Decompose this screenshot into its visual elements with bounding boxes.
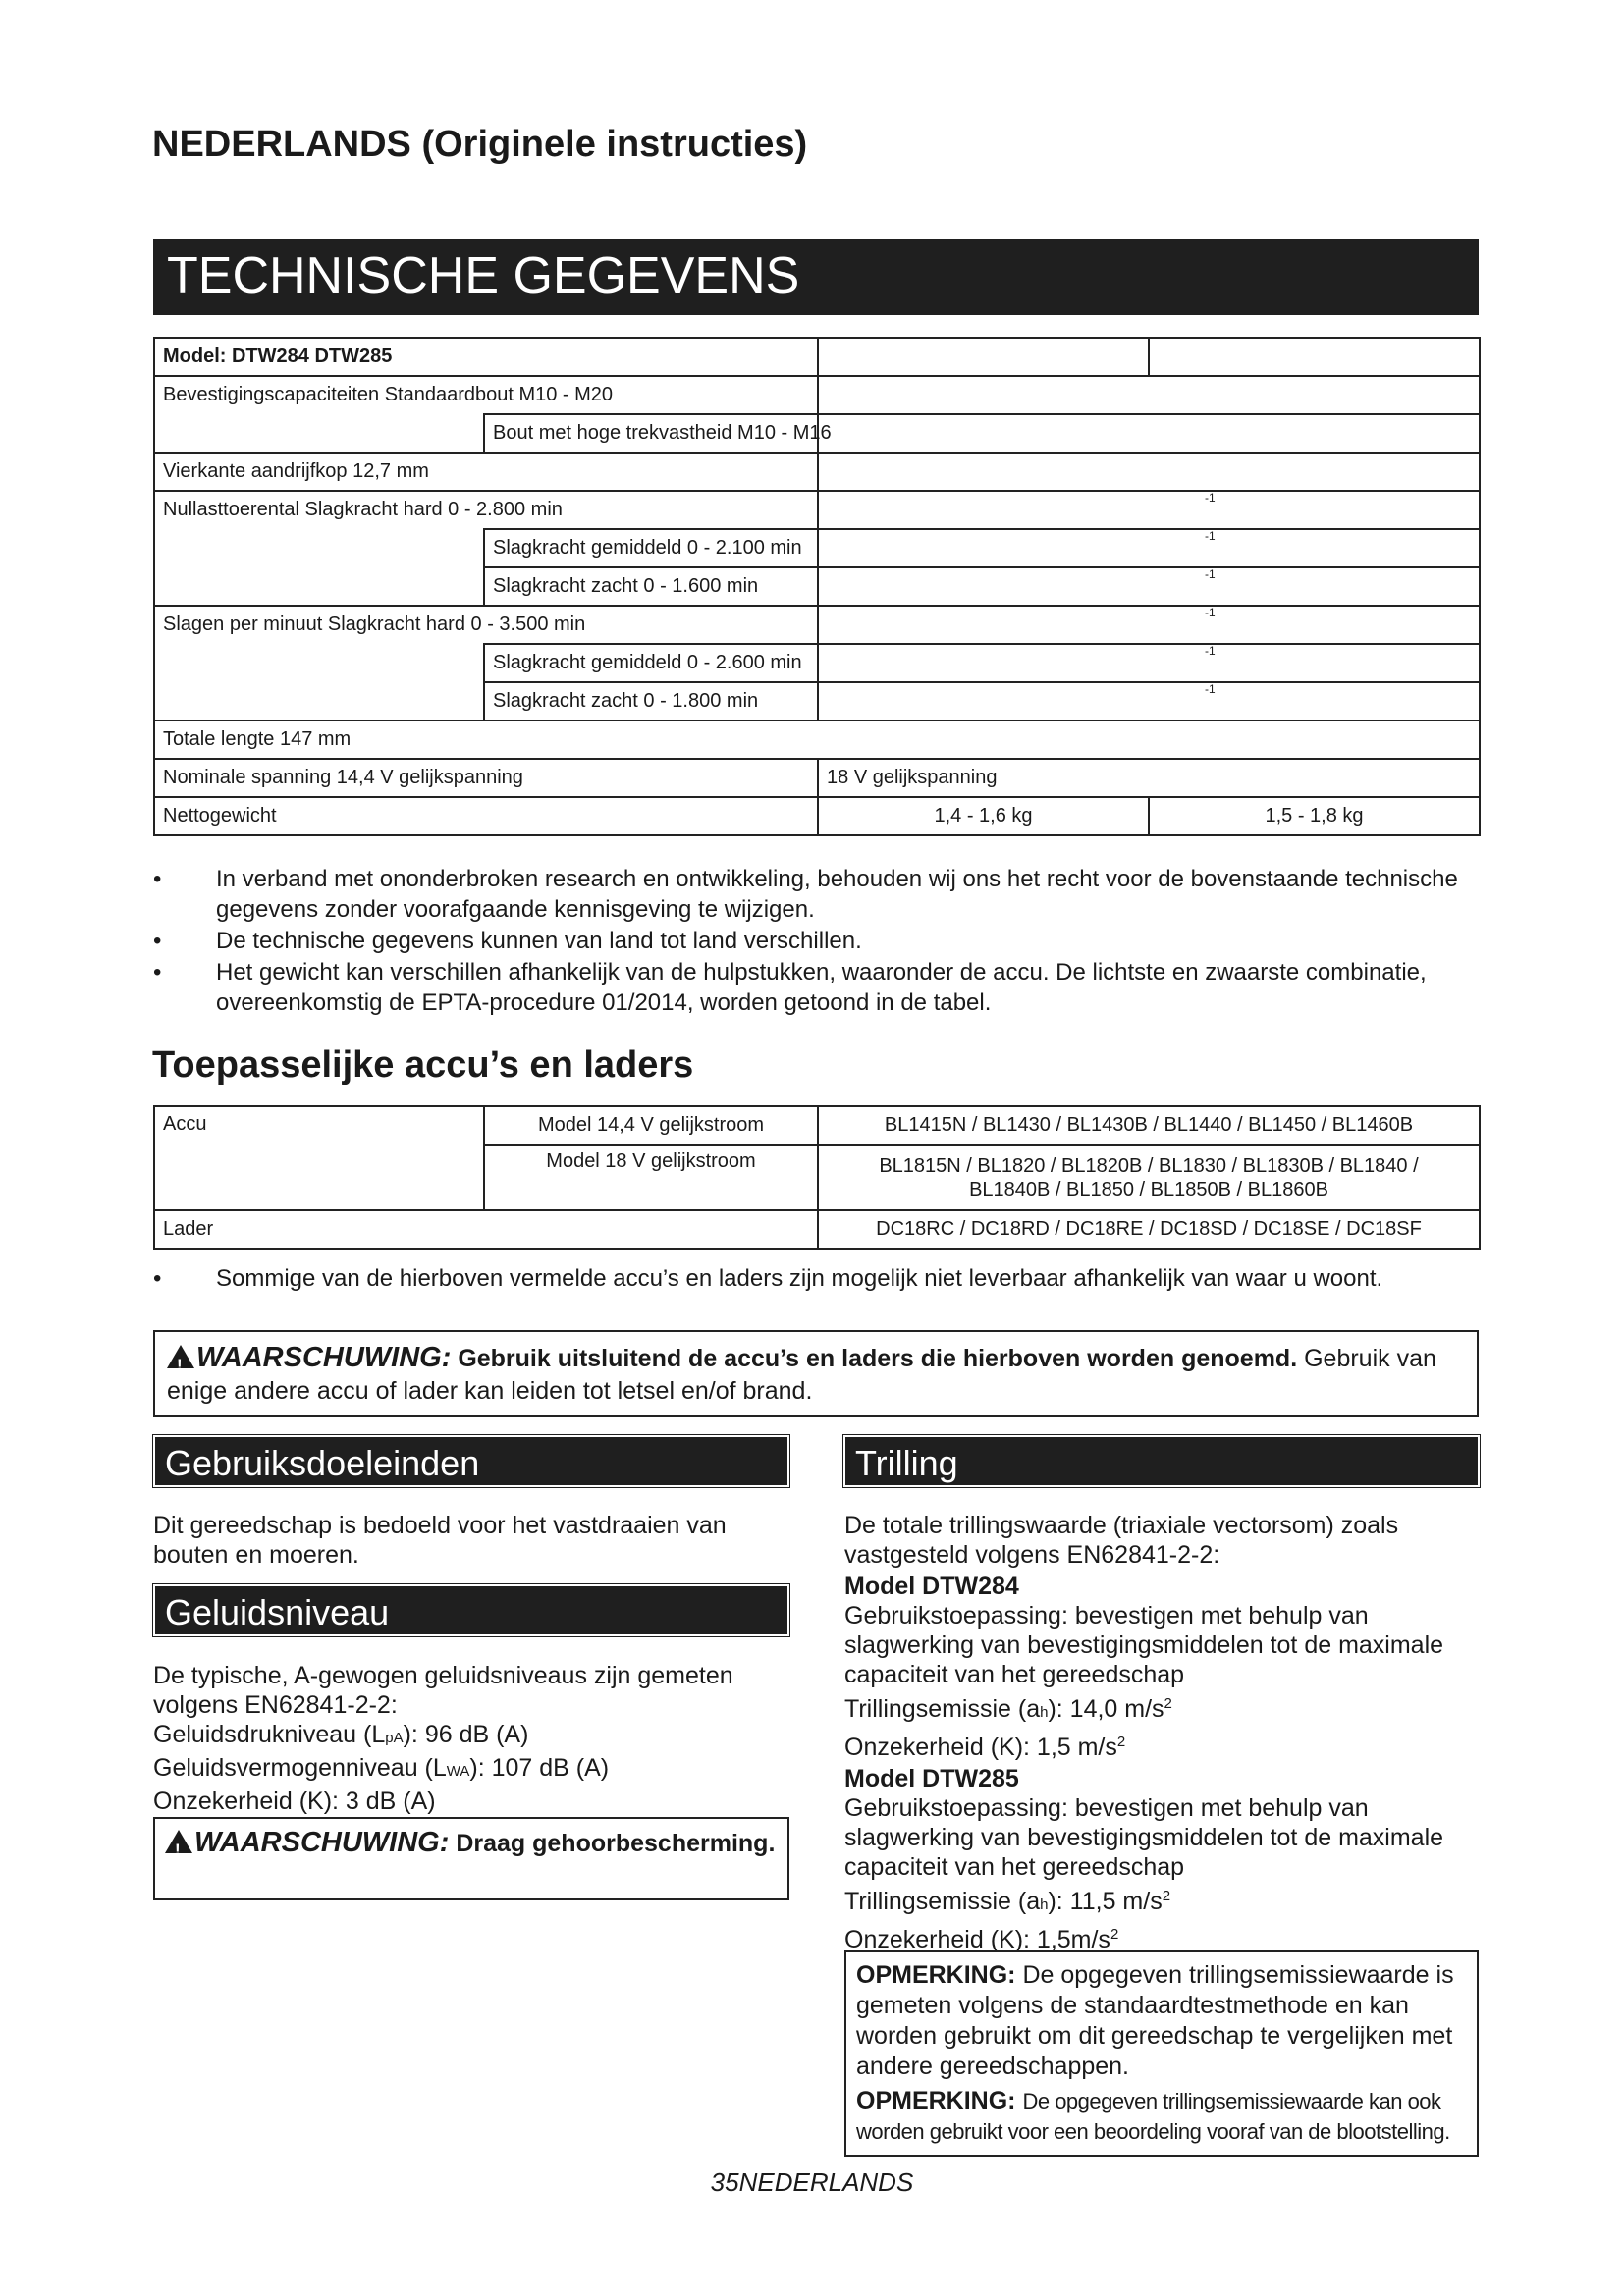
- spec-unit-cell: [818, 644, 1480, 682]
- spec-empty-cell: [154, 682, 484, 721]
- spec-unit-cell: [818, 606, 1480, 644]
- noise-lpa-line: [153, 1720, 782, 1753]
- warning-bold-text: Draag gehoorbescherming.: [456, 1830, 776, 1857]
- spec-nullast-zacht-cell: Slagkracht zacht 0 - 1.600 min: [484, 567, 818, 606]
- unit-exponent: -1: [1205, 606, 1216, 619]
- note-label: OPMERKING:: [856, 2087, 1016, 2114]
- page-footer: 35NEDERLANDS: [710, 2167, 914, 2197]
- vibration-model1-application: Gebruikstoepassing: bevestigen met behulp van slagwerking van bevestigingsmiddelen tot de maximale capaciteit van het gereedschap: [844, 1602, 1444, 1688]
- spec-notes-list: [153, 864, 1479, 1019]
- unit-exponent: -1: [1205, 644, 1216, 658]
- section-title-technische-gegevens: TECHNISCHE GEGEVENS: [153, 239, 1479, 315]
- spec-empty-cell: [154, 414, 484, 453]
- spec-slagen-zacht-cell: Slagkracht zacht 0 - 1.800 min: [484, 682, 818, 721]
- noise-lpa-sub: pA: [385, 1730, 404, 1746]
- spec-empty-cell: [154, 567, 484, 606]
- table-row: [154, 376, 1480, 414]
- spec-gewicht-a-cell: 1,4 - 1,6 kg: [818, 797, 1149, 835]
- list-item: • Het gewicht kan verschillen afhankelijk van de hulpstukken, waaronder de accu. De lichtste en zwaarste combinatie, overeenkomstig de EPTA-procedure 01/2014, worden getoond in de tabel.: [153, 957, 1479, 1018]
- battery-table: [153, 1105, 1481, 1250]
- uncertainty-value: Onzekerheid (K): 1,5m/s: [844, 1926, 1110, 1953]
- vibration-note-1: [856, 1960, 1467, 2082]
- vibration-model1-emission: [844, 1689, 1473, 1728]
- noise-lwa-sub: WA: [446, 1763, 470, 1780]
- unit-exponent: -1: [1205, 682, 1216, 696]
- emission-value: ): 14,0 m/s: [1048, 1695, 1164, 1723]
- table-row: [154, 414, 1480, 453]
- spec-unit-cell: [818, 529, 1480, 567]
- spec-empty-cell: [818, 453, 1480, 491]
- page-language-title: NEDERLANDS (Originele instructies): [152, 124, 808, 165]
- vibration-model2-application: Gebruikstoepassing: bevestigen met behulp van slagwerking van bevestigingsmiddelen tot de maximale capaciteit van het gereedschap: [844, 1794, 1444, 1881]
- warning-icon: [167, 1345, 194, 1368]
- accu-list-18-line: BL1840B / BL1850 / BL1850B / BL1860B: [969, 1178, 1328, 1201]
- accu-label-cell: Accu: [154, 1106, 484, 1210]
- noise-block: [153, 1661, 782, 1816]
- spec-slagen-hard-cell: Slagen per minuut Slagkracht hard 0 - 3.500 min: [154, 606, 818, 644]
- spec-empty-cell: [154, 644, 484, 682]
- noise-lwa-line: [153, 1753, 782, 1787]
- spec-slagen-gem-cell: Slagkracht gemiddeld 0 - 2.600 min: [484, 644, 818, 682]
- spec-spanning-a-cell: Nominale spanning 14,4 V gelijkspanning: [154, 759, 818, 797]
- vibration-model2-uncertainty: [844, 1920, 1473, 1954]
- noise-lwa-value: ): 107 dB (A): [469, 1754, 610, 1782]
- accu-list-144-cell: BL1415N / BL1430 / BL1430B / BL1440 / BL1450 / BL1460B: [818, 1106, 1480, 1145]
- noise-lpa-label: Geluidsdrukniveau (L: [153, 1721, 386, 1748]
- spec-bevestiging-cell: Bevestigingscapaciteiten Standaardbout M10 - M20: [154, 376, 818, 414]
- squared-exponent: 2: [1164, 1695, 1172, 1712]
- lader-label-cell: Lader: [154, 1210, 818, 1249]
- table-row: [154, 1106, 1480, 1145]
- accu-list-18-line: BL1815N / BL1820 / BL1820B / BL1830 / BL1830B / BL1840 /: [879, 1154, 1419, 1177]
- emission-sub: h: [1040, 1704, 1049, 1721]
- accu-list-18-cell: [818, 1145, 1480, 1210]
- batteries-heading: Toepasselijke accu’s en laders: [152, 1044, 694, 1086]
- squared-exponent: 2: [1116, 1734, 1126, 1750]
- battery-notes-list: [153, 1263, 1479, 1295]
- spec-unit-cell: [818, 567, 1480, 606]
- warning-title: WAARSCHUWING:: [194, 1827, 450, 1858]
- noise-heading: Geluidsniveau: [153, 1584, 789, 1636]
- vibration-intro: De totale trillingswaarde (triaxiale vectorsom) zoals vastgesteld volgens EN62841-2-2:: [844, 1512, 1399, 1569]
- vibration-model1-uncertainty: [844, 1728, 1473, 1762]
- table-row: [154, 529, 1480, 567]
- table-row: [154, 606, 1480, 644]
- noise-warning-box: [153, 1817, 789, 1900]
- vibration-note-box: [844, 1950, 1479, 2157]
- table-row: [154, 721, 1480, 759]
- squared-exponent: 2: [1110, 1926, 1119, 1943]
- battery-warning-box: [153, 1330, 1479, 1417]
- spec-nullast-hard-cell: Nullasttoerental Slagkracht hard 0 - 2.800 min: [154, 491, 818, 529]
- vibration-block: [844, 1511, 1473, 1954]
- table-row: [154, 1210, 1480, 1249]
- table-row: [154, 338, 1480, 376]
- spec-empty-cell: [818, 376, 1480, 414]
- spec-nullast-gem-cell: Slagkracht gemiddeld 0 - 2.100 min: [484, 529, 818, 567]
- squared-exponent: 2: [1162, 1888, 1171, 1904]
- usage-text: Dit gereedschap is bedoeld voor het vastdraaien van bouten en moeren.: [153, 1512, 727, 1569]
- note-text: De opgegeven trillingsemissiewaarde kan ook worden gebruikt voor een beoordeling vooraf van de blootstelling.: [856, 2089, 1450, 2144]
- unit-exponent: -1: [1205, 567, 1216, 581]
- table-row: [154, 491, 1480, 529]
- spec-empty-cell: [818, 414, 1480, 453]
- list-item: • In verband met ononderbroken research en ontwikkeling, behouden wij ons het recht voor de bovenstaande technische gegevens zonder voorafgaande kennisgeving te wijzigen.: [153, 864, 1479, 925]
- note-label: OPMERKING:: [856, 1961, 1016, 1989]
- warning-text: Gebruik van enige andere accu of lader kan leiden tot letsel en/of brand.: [167, 1345, 1436, 1405]
- warning-bold-text: Gebruik uitsluitend de accu’s en laders die hierboven worden genoemd.: [458, 1345, 1298, 1372]
- warning-icon: [165, 1830, 192, 1853]
- spec-empty-cell: [154, 529, 484, 567]
- table-row: [154, 453, 1480, 491]
- noise-lpa-value: ): 96 dB (A): [403, 1721, 529, 1748]
- table-row: [154, 682, 1480, 721]
- vibration-note-2: [856, 2086, 1467, 2147]
- spec-bevestiging-hoge-cell: Bout met hoge trekvastheid M10 - M16: [484, 414, 818, 453]
- noise-intro: De typische, A-gewogen geluidsniveaus zijn gemeten volgens EN62841-2-2:: [153, 1662, 733, 1719]
- spec-gewicht-b-cell: 1,5 - 1,8 kg: [1149, 797, 1480, 835]
- warning-title: WAARSCHUWING:: [196, 1342, 452, 1373]
- spec-model-cell: Model: DTW284 DTW285: [154, 338, 818, 376]
- spec-gewicht-label-cell: Nettogewicht: [154, 797, 818, 835]
- uncertainty-value: Onzekerheid (K): 1,5 m/s: [844, 1734, 1117, 1761]
- accu-model-18-cell: Model 18 V gelijkstroom: [484, 1145, 818, 1210]
- lader-list-cell: DC18RC / DC18RD / DC18RE / DC18SD / DC18SE / DC18SF: [818, 1210, 1480, 1249]
- spec-table: [153, 337, 1481, 836]
- vibration-heading: Trilling: [843, 1435, 1480, 1487]
- vibration-model2-name: Model DTW285: [844, 1765, 1019, 1792]
- spec-empty-cell: [818, 338, 1149, 376]
- vibration-model1-name: Model DTW284: [844, 1573, 1019, 1600]
- emission-sub: h: [1040, 1896, 1049, 1913]
- table-row: [154, 759, 1480, 797]
- spec-aandrijfkop-cell: Vierkante aandrijfkop 12,7 mm: [154, 453, 818, 491]
- unit-exponent: -1: [1205, 529, 1216, 543]
- unit-exponent: -1: [1205, 491, 1216, 505]
- accu-model-144-cell: Model 14,4 V gelijkstroom: [484, 1106, 818, 1145]
- spec-spanning-b-cell: 18 V gelijkspanning: [818, 759, 1480, 797]
- table-row: [154, 567, 1480, 606]
- noise-lwa-label: Geluidsvermogenniveau (L: [153, 1754, 447, 1782]
- emission-label: Trillingsemissie (a: [844, 1888, 1041, 1915]
- vibration-model2-emission: [844, 1882, 1473, 1920]
- spec-empty-cell: [1149, 338, 1480, 376]
- noise-uncertainty: Onzekerheid (K): 3 dB (A): [153, 1788, 436, 1815]
- list-item: • Sommige van de hierboven vermelde accu’s en laders zijn mogelijk niet leverbaar afhankelijk van waar u woont.: [153, 1263, 1479, 1294]
- table-row: [154, 644, 1480, 682]
- note-text: De opgegeven trillingsemissiewaarde is gemeten volgens de standaardtestmethode en kan worden gebruikt om dit gereedschap te vergelijken met andere gereedschappen.: [856, 1961, 1454, 2080]
- emission-value: ): 11,5 m/s: [1048, 1888, 1163, 1915]
- list-item: • De technische gegevens kunnen van land tot land verschillen.: [153, 926, 1479, 956]
- spec-lengte-cell: Totale lengte 147 mm: [154, 721, 1480, 759]
- emission-label: Trillingsemissie (a: [844, 1695, 1041, 1723]
- spec-unit-cell: [818, 491, 1480, 529]
- usage-heading: Gebruiksdoeleinden: [153, 1435, 789, 1487]
- spec-unit-cell: [818, 682, 1480, 721]
- table-row: [154, 797, 1480, 835]
